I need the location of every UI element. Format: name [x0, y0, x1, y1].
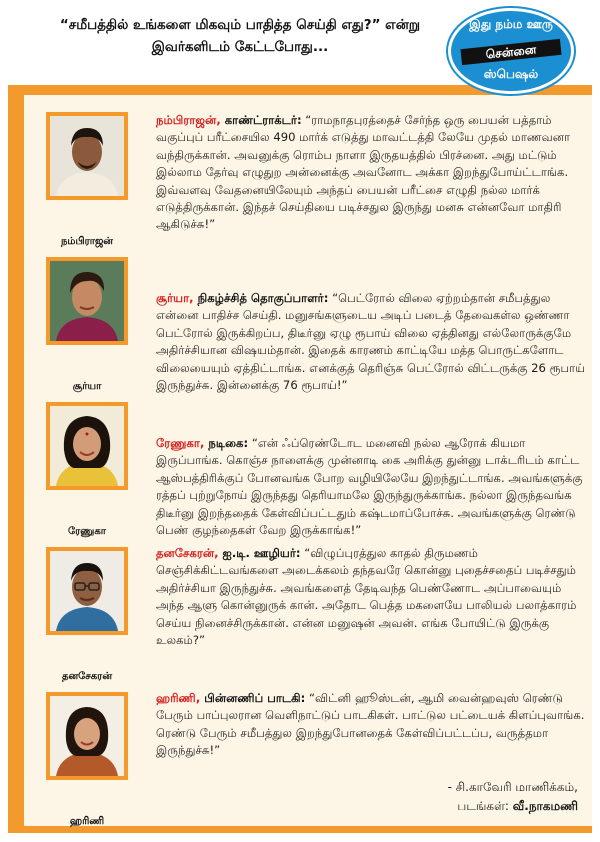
badge-middle-text: சென்னை	[460, 39, 561, 65]
portrait-photo	[46, 257, 128, 345]
quote-text: சூர்யா, நிகழ்ச்சித் தொகுப்பாளர்: “பெட்ரோல் விலை ஏற்றம்தான் சமீபத்துல என்னை பாதிச்ச செய்தி. மனுசங்களுடைய அடிப் படைத் தேவைகள்ல ஒண்ணா பெட்ரோல் இருக்கிறப்ப, திடீர்னு ஏழு ரூபாய் விலை ஏத்தினது எல்லோருக்குமே அதிர்ச்சியான விஷயம்தான். இதைக் காரணம் காட்டியே மத்த பொருட்களோட விலையையும் ஏத்திட்டாங்க. எனக்குத் தெரிஞ்சு பெட்ரோல் விட்டருக்கு 26 ரூபாய் இருந்துச்சு. இன்னைக்கு 76 ரூபாய்!”	[156, 291, 586, 393]
person-role: பின்னணிப் பாடகி:	[204, 691, 306, 705]
quote-body: “என் ஃப்ரெண்டோட மனைவி நல்ல ஆரோக் கியமா இருப்பாங்க. கொஞ்ச நாளைக்கு முன்னாடி கை அரிக்கு துன்னு டாக்டரிடம் காட்ட ஆஸ்பத்திரிக்குப் போனவங்க போற வழியிலேயே இறந்துட்டாங்க. அவங்களுக்கு ரத்தப் புற்றுநோய் இருந்தது தெரியாமலே இருந்துருக்காங்க. நல்லா இருந்தவங்க திடீர்னு இறந்ததைக் கேள்விப்பட்டதும் கஷ்டமாப்போச்சு. அவங்களுக்கு ரெண்டு பெண் குழந்தைகள் வேற இருக்காங்க!”	[156, 436, 583, 538]
badge-top-text: இது நம்ம ஊரு	[469, 17, 553, 31]
woman-portrait-icon	[50, 406, 124, 486]
question-line-2: இவர்களிடம் கேட்டபோது...	[151, 39, 329, 55]
person-name: ஹரிணி	[156, 691, 196, 705]
person-name: ரேணுகா	[156, 436, 200, 450]
woman-portrait-icon	[50, 696, 124, 776]
portrait-photo	[46, 402, 128, 490]
person-name: தனசேகரன்	[156, 546, 215, 560]
person-role: நடிகை:	[208, 436, 249, 450]
photo-caption: சூர்யா	[72, 381, 102, 392]
photo-credit-label: படங்கள்:	[457, 799, 509, 813]
portrait-photo	[46, 547, 128, 635]
photo-credit	[448, 797, 578, 816]
chennai-special-badge	[448, 8, 574, 94]
man-portrait-icon	[50, 116, 124, 196]
photo-caption: ஹரிணி	[69, 816, 105, 827]
person-name: நம்பிராஜன்	[156, 113, 217, 127]
photo-caption: தனசேகரன்	[61, 671, 113, 682]
portrait-photo	[46, 112, 128, 200]
quote-text: ஹரிணி, பின்னணிப் பாடகி: “விட்னி ஹூஸ்டன், ஆமி வைன்ஹவுஸ் ரெண்டு பேரும் பாப்புலரான வெளிநாட்டுப் பாடகிகள். பாட்டுல பட்டையக் கிளப்புவாங்க. ரெண்டு பேரும் சமீபத்துல இறந்துபோனதைக் கேள்விப்பட்டப்ப, வருத்தமா இருந்துச்சு!”	[156, 691, 585, 758]
quote-text: தனசேகரன், ஐ.டி. ஊழியர்: “விழுப்புரத்துல காதல் திருமணம் செஞ்சிக்கிட்டவங்களை அடைக்கலம் தந்தவரே கொன்னு புதைச்சதைப் படிச்சதும் அதிர்ச்சியா இருந்துச்சு. அவங்களைத் தேடிவந்த பெண்ணோட அப்பாவையும் அந்த ஆளு கொன்னுருக் கான். அதோட பெத்த மகளையே பாலியல் பலாத்காரம் செய்ய நினைச்சிருக்கான். என்ன மனுஷன் அவன். எங்க போயிட்டு இருக்கு உலகம்?”	[156, 546, 577, 648]
photo-caption: ரேணுகா	[68, 526, 106, 537]
quote-text: நம்பிராஜன், காண்ட்ராக்டர்: “ராமநாதபுரத்தைச் சேர்ந்த ஒரு பையன் பத்தாம் வகுப்புப் பரீட்சையில 490 மார்க் எடுத்து மாவட்டத்தி லேயே முதல் மாணவனா வந்திருக்கான். அவனுக்கு ரொம்ப நாளா இருதயத்தில் பிரச்னை. அது மட்டும் இல்லாம தேர்வு எழுதுற அன்னைக்கு அவனோட அக்கா இறந்துபோய்ட்டாங்க. இவ்வளவு வேதனையிலேயும் அந்தப் பையன் பரீட்சை எழுதி நல்ல மார்க் எடுத்திருக்கான். இந்தச் செய்தியை படிச்சதுல இருந்து மனசு என்னவோ மாதிரி ஆகிடுச்சு!”	[156, 113, 571, 232]
quote-body: “விழுப்புரத்துல காதல் திருமணம் செஞ்சிக்கிட்டவங்களை அடைக்கலம் தந்தவரே கொன்னு புதைச்சதைப் படிச்சதும் அதிர்ச்சியா இருந்துச்சு. அவங்களைத் தேடிவந்த பெண்ணோட அப்பாவையும் அந்த ஆளு கொன்னுருக் கான். அதோட பெத்த மகளையே பாலியல் பலாத்காரம் செய்ய நினைச்சிருக்கான். என்ன மனுஷன் அவன். எங்க போயிட்டு இருக்கு உலகம்?”	[156, 546, 577, 648]
question-line-1: “சமீபத்தில் உங்களை மிகவும் பாதித்த செய்தி எது?” என்று	[59, 17, 421, 33]
quote-body: “ராமநாதபுரத்தைச் சேர்ந்த ஒரு பையன் பத்தாம் வகுப்புப் பரீட்சையில 490 மார்க் எடுத்து மாவட்டத்தி லேயே முதல் மாணவனா வந்திருக்கான். அவனுக்கு ரொம்ப நாளா இருதயத்தில் பிரச்னை. அது மட்டும் இல்லாம தேர்வு எழுதுற அன்னைக்கு அவனோட அக்கா இறந்துபோய்ட்டாங்க. இவ்வளவு வேதனையிலேயும் அந்தப் பையன் பரீட்சை எழுதி நல்ல மார்க் எடுத்திருக்கான். இந்தச் செய்தியை படிச்சதுல இருந்து மனசு என்னவோ மாதிரி ஆகிடுச்சு!”	[156, 113, 571, 232]
survey-question	[50, 14, 430, 58]
photo-caption: நம்பிராஜன்	[60, 236, 113, 247]
author-credit: - சி.காவேரி மாணிக்கம்,	[447, 780, 578, 794]
person-name: சூர்யா	[156, 291, 190, 305]
photographer-name: வீ.நாகமணி	[512, 799, 578, 813]
person-role: நிகழ்ச்சித் தொகுப்பாளர்:	[197, 291, 329, 305]
credits	[448, 778, 578, 816]
quote-text: ரேணுகா, நடிகை: “என் ஃப்ரெண்டோட மனைவி நல்ல ஆரோக் கியமா இருப்பாங்க. கொஞ்ச நாளைக்கு முன்னாடி கை அரிக்கு துன்னு டாக்டரிடம் காட்ட ஆஸ்பத்திரிக்குப் போனவங்க போற வழியிலேயே இறந்துட்டாங்க. அவங்களுக்கு ரத்தப் புற்றுநோய் இருந்தது தெரியாமலே இருந்துருக்காங்க. நல்லா இருந்தவங்க திடீர்னு இறந்ததைக் கேள்விப்பட்டதும் கஷ்டமாப்போச்சு. அவங்களுக்கு ரெண்டு பெண் குழந்தைகள் வேற இருக்காங்க!”	[156, 436, 583, 538]
person-role: ஐ.டி. ஊழியர்:	[222, 546, 301, 560]
man-portrait-icon	[50, 261, 124, 341]
person-role: காண்ட்ராக்டர்:	[224, 113, 302, 127]
portrait-photo	[46, 692, 128, 780]
left-stripe	[8, 85, 24, 833]
quote-body: “விட்னி ஹூஸ்டன், ஆமி வைன்ஹவுஸ் ரெண்டு பேரும் பாப்புலரான வெளிநாட்டுப் பாடகிகள். பாட்டுல பட்டையக் கிளப்புவாங்க. ரெண்டு பேரும் சமீபத்துல இறந்துபோனதைக் கேள்விப்பட்டப்ப, வருத்தமா இருந்துச்சு!”	[156, 691, 585, 758]
badge-bottom-text: ஸ்பெஷல்	[483, 67, 539, 81]
quote-body: “பெட்ரோல் விலை ஏற்றம்தான் சமீபத்துல என்னை பாதிச்ச செய்தி. மனுசங்களுடைய அடிப் படைத் தேவைகள்ல ஒண்ணா பெட்ரோல் இருக்கிறப்ப, திடீர்னு ஏழு ரூபாய் விலை ஏத்தினது எல்லோருக்குமே அதிர்ச்சியான விஷயம்தான். இதைக் காரணம் காட்டியே மத்த பொருட்களோட விலையையும் ஏத்திட்டாங்க. எனக்குத் தெரிஞ்சு பெட்ரோல் விட்டருக்கு 26 ரூபாய் இருந்துச்சு. இன்னைக்கு 76 ரூபாய்!”	[156, 291, 586, 393]
man-with-glasses-portrait-icon	[50, 551, 124, 631]
